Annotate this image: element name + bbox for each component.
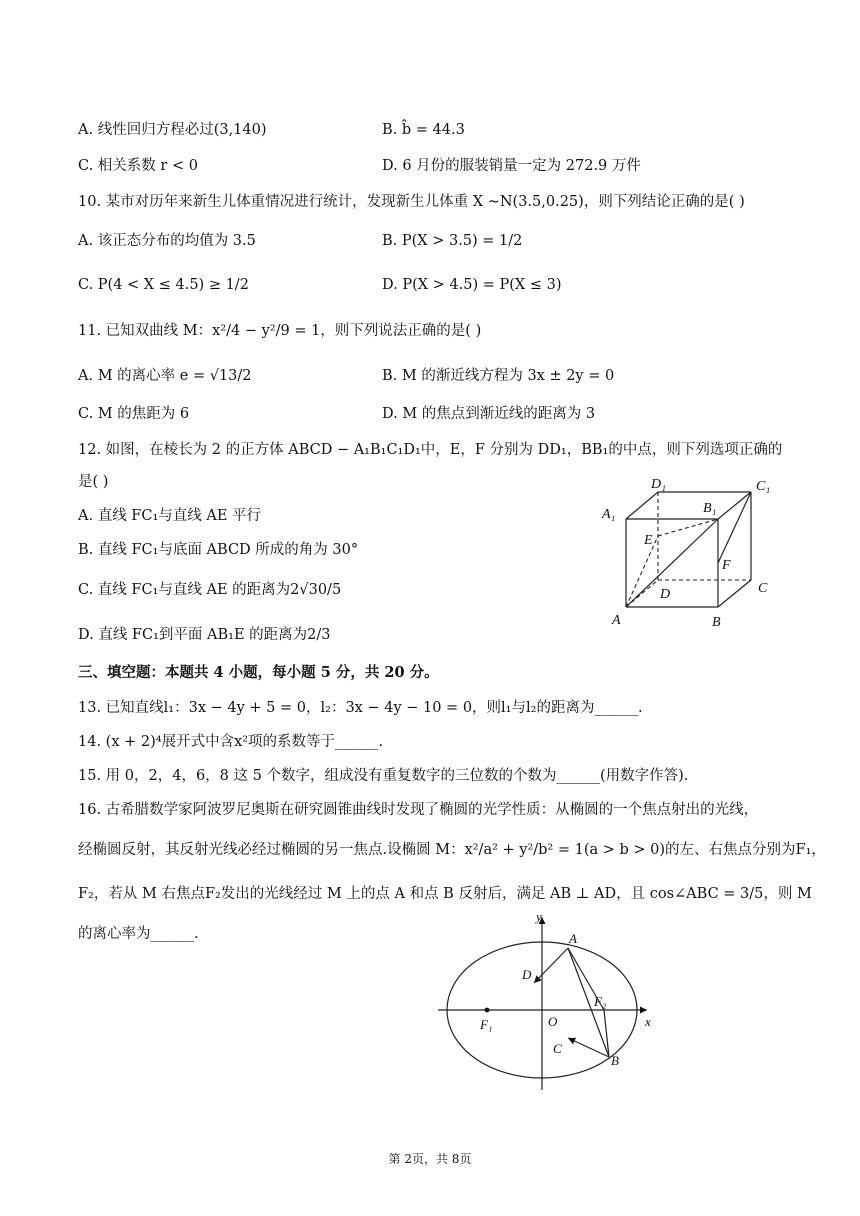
- label-a1: A₁: [602, 507, 616, 522]
- label-c1: C₁: [756, 479, 771, 494]
- label-x: x: [645, 1014, 651, 1029]
- label-a: A: [612, 613, 621, 628]
- edge-b1c1: [718, 492, 751, 519]
- focus-f1-dot: [485, 1008, 490, 1013]
- q10-stem: 10. 某市对历年来新生儿体重情况进行统计，发现新生儿体重 X ~N(3.5,0.25)，则下列结论正确的是( ): [78, 194, 745, 210]
- q10-option-b: B. P(X > 3.5) = 1/2: [382, 233, 523, 249]
- ray-a-d: [534, 948, 568, 983]
- q16-line3: F₂，若从 M 右焦点F₂发出的光线经过 M 上的点 A 和点 B 反射后，满足 AB ⊥ AD，且 cos∠ABC = 3/5，则 M: [78, 886, 812, 902]
- q11-stem: 11. 已知双曲线 M：x²/4 − y²/9 = 1，则下列说法正确的是( ): [78, 323, 482, 339]
- q12-stem-line1: 12. 如图，在棱长为 2 的正方体 ABCD − A₁B₁C₁D₁中，E，F 分别为 DD₁，BB₁的中点，则下列选项正确的: [78, 442, 783, 458]
- ellipse-figure: [432, 905, 672, 1095]
- label-o: O: [548, 1014, 558, 1029]
- q11-option-b: B. M 的渐近线方程为 3x ± 2y = 0: [382, 368, 615, 384]
- label-b: B: [611, 1053, 619, 1068]
- q10-option-d: D. P(X > 4.5) = P(X ≤ 3): [382, 277, 562, 293]
- q12-option-c: C. 直线 FC₁与直线 AE 的距离为2√30/5: [78, 582, 342, 598]
- section-3-heading: 三、填空题：本题共 4 小题，每小题 5 分，共 20 分。: [78, 664, 439, 681]
- segment-fc1: [718, 492, 751, 563]
- label-a: A: [569, 931, 577, 946]
- q11-option-d: D. M 的焦点到渐近线的距离为 3: [382, 406, 596, 422]
- q14: 14. (x + 2)⁴展开式中含x²项的系数等于______.: [78, 734, 384, 750]
- q12-option-b: B. 直线 FC₁与底面 ABCD 所成的角为 30°: [78, 542, 359, 558]
- label-b: B: [712, 615, 721, 630]
- q13: 13. 已知直线l₁：3x − 4y + 5 = 0，l₂：3x − 4y − 10 = 0，则l₁与l₂的距离为______.: [78, 700, 643, 716]
- cube-figure: [596, 472, 786, 632]
- label-f1: F₁: [480, 1017, 493, 1032]
- q9-option-a: A. 线性回归方程必过(3,140): [78, 122, 267, 138]
- q15: 15. 用 0，2，4，6，8 这 5 个数字，组成没有重复数字的三位数的个数为______(用数字作答).: [78, 768, 689, 784]
- q9-option-c: C. 相关系数 r < 0: [78, 158, 198, 174]
- q11-option-a: A. M 的离心率 e = √13/2: [78, 368, 252, 384]
- label-d: D: [660, 587, 671, 602]
- label-f: F: [722, 558, 731, 573]
- label-y: y: [536, 909, 542, 924]
- page-footer: 第 2页，共 8页: [388, 1152, 472, 1166]
- q12-stem-line2: 是( ): [78, 474, 109, 490]
- label-c: C: [553, 1041, 562, 1056]
- q16-line4: 的离心率为______.: [78, 926, 199, 942]
- segment-ae: [626, 536, 658, 607]
- q10-option-a: A. 该正态分布的均值为 3.5: [78, 233, 256, 249]
- q16-line1: 16. 古希腊数学家阿波罗尼奥斯在研究圆锥曲线时发现了椭圆的光学性质：从椭圆的一个焦点射出的光线，: [78, 802, 759, 818]
- q12-option-d: D. 直线 FC₁到平面 AB₁E 的距离为2/3: [78, 627, 331, 643]
- label-d: D: [522, 967, 532, 982]
- label-f2: F₂: [594, 994, 607, 1009]
- q11-option-c: C. M 的焦距为 6: [78, 406, 190, 422]
- edge-bc: [718, 580, 751, 607]
- q16-line2: 经椭圆反射，其反射光线必经过椭圆的另一焦点.设椭圆 M：x²/a² + y²/b² = 1(a > b > 0)的左、右焦点分别为F₁，: [78, 842, 826, 858]
- edge-a1d1: [626, 492, 658, 519]
- q9-option-d: D. 6 月份的服装销量一定为 272.9 万件: [382, 158, 641, 174]
- label-b1: B₁: [703, 501, 717, 516]
- label-c: C: [758, 581, 768, 596]
- q9-option-b: B. b̂ = 44.3: [382, 122, 465, 138]
- label-e: E: [644, 533, 653, 548]
- q10-option-c: C. P(4 < X ≤ 4.5) ≥ 1/2: [78, 277, 249, 293]
- label-d1: D₁: [651, 477, 666, 492]
- q12-option-a: A. 直线 FC₁与直线 AE 平行: [78, 508, 262, 524]
